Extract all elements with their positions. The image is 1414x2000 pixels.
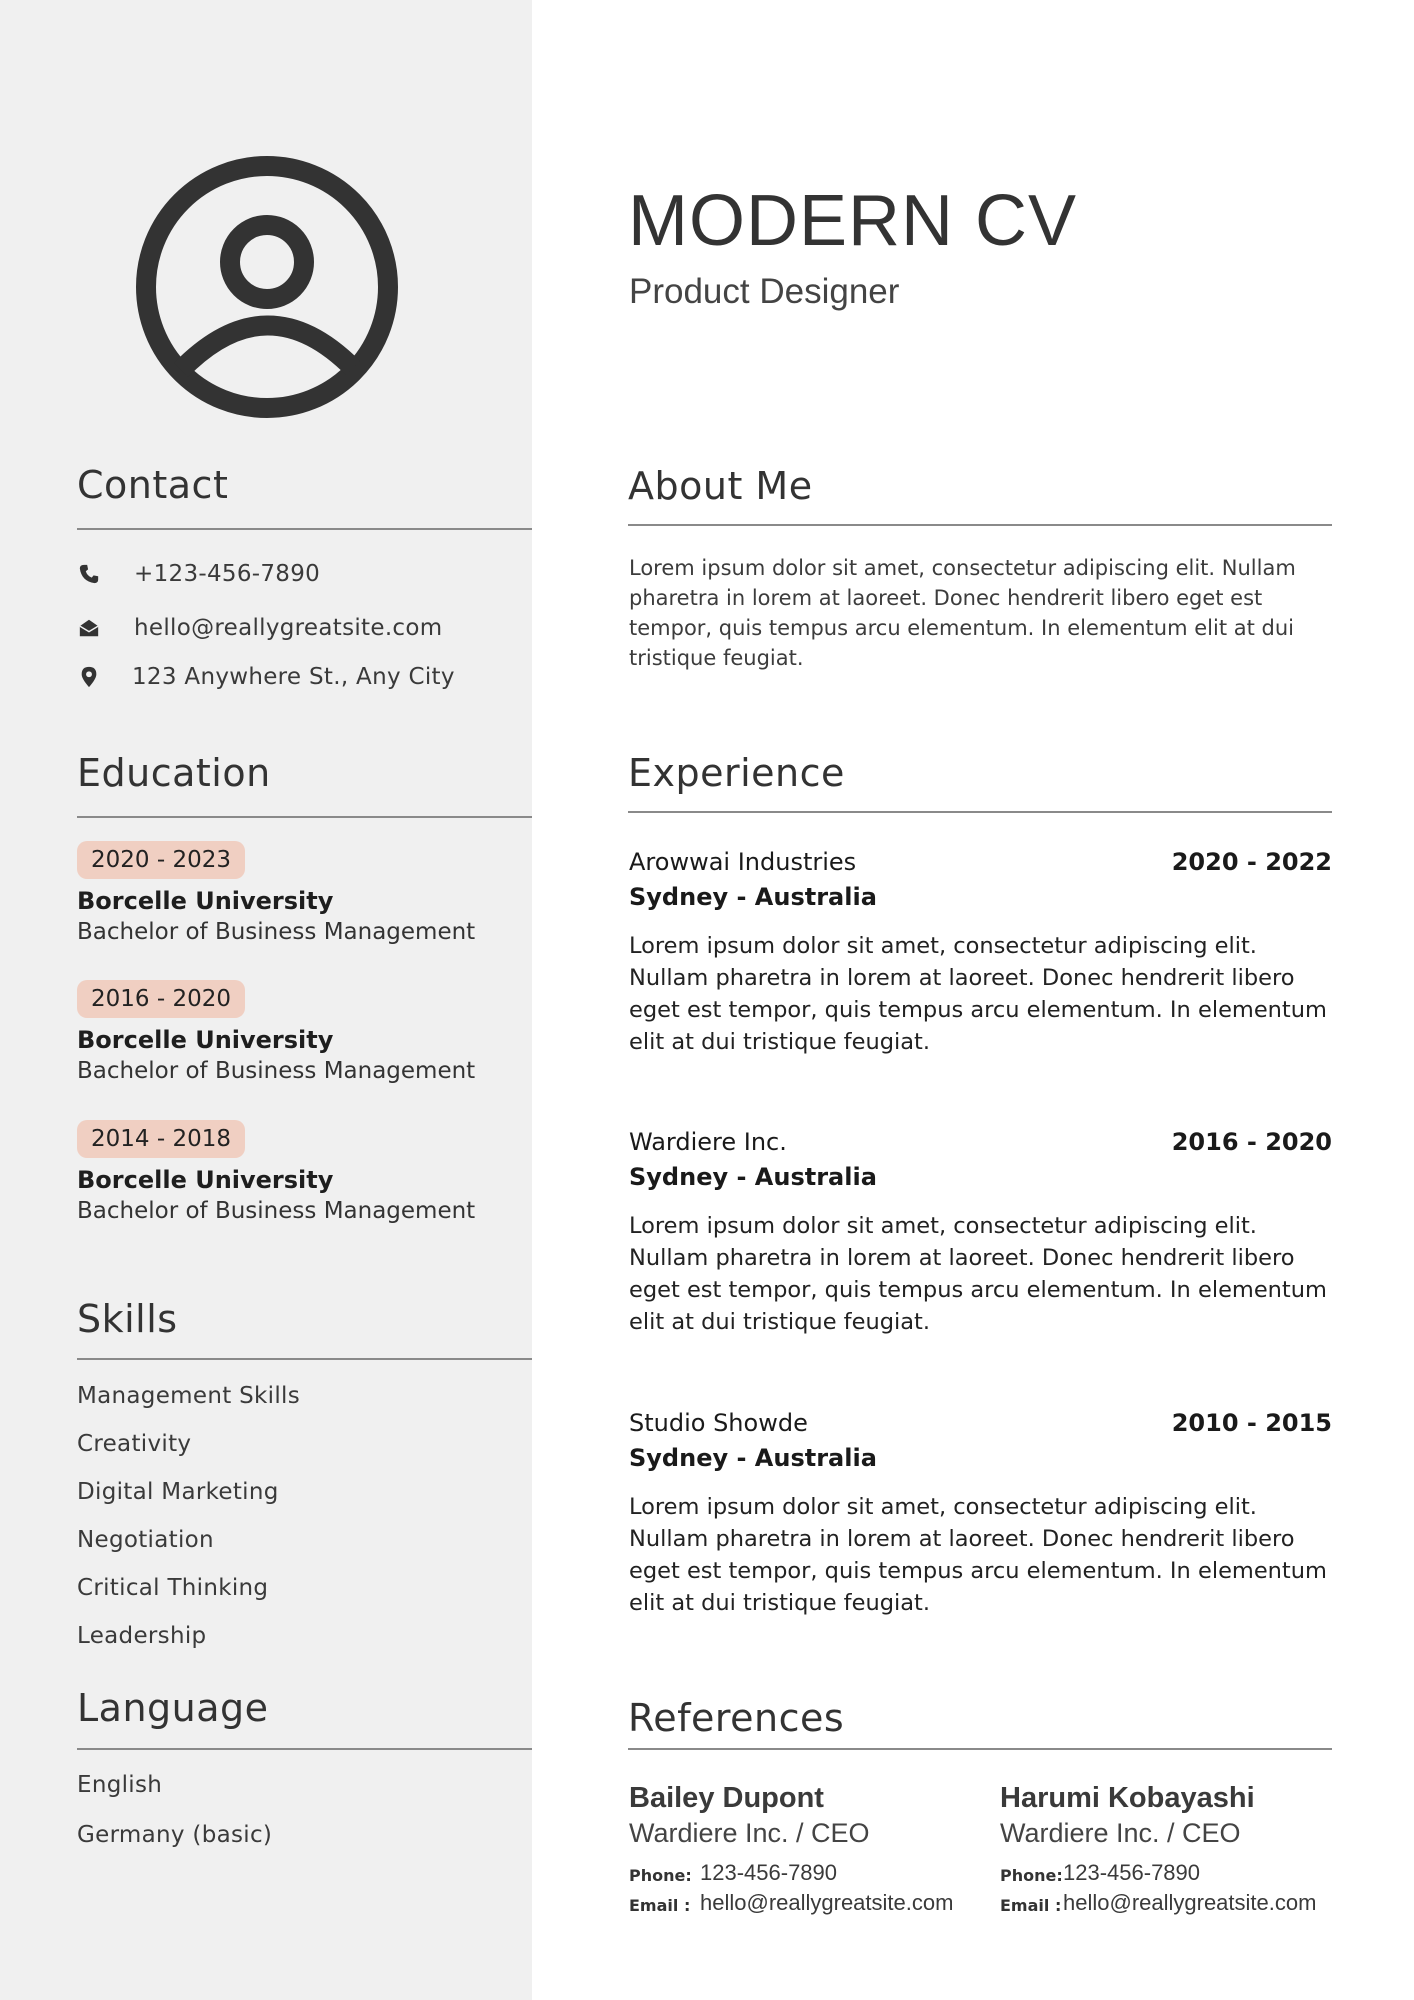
- skill-item: Creativity: [77, 1431, 192, 1457]
- education-degree: Bachelor of Business Management: [77, 1198, 476, 1224]
- education-school: Borcelle University: [77, 1166, 334, 1194]
- experience-company: Arowwai Industries: [629, 848, 857, 876]
- divider: [628, 1748, 1332, 1750]
- reference-email[interactable]: hello@reallygreatsite.com: [1063, 1890, 1317, 1915]
- reference-role: Wardiere Inc. / CEO: [629, 1818, 870, 1848]
- phone-icon: [78, 563, 100, 585]
- reference-role: Wardiere Inc. / CEO: [1000, 1818, 1241, 1848]
- language-item: Germany (basic): [77, 1822, 273, 1848]
- reference-name: Harumi Kobayashi: [1000, 1782, 1255, 1814]
- skill-item: Digital Marketing: [77, 1479, 279, 1505]
- education-years-badge: 2014 - 2018: [77, 1120, 245, 1158]
- map-pin-icon: [78, 666, 100, 688]
- education-school: Borcelle University: [77, 887, 334, 915]
- references-heading: References: [628, 1696, 845, 1740]
- divider: [77, 528, 532, 530]
- divider: [628, 524, 1332, 526]
- phone-label: Phone:: [1000, 1866, 1063, 1885]
- experience-description: Lorem ipsum dolor sit amet, consectetur adipiscing elit. Nullam pharetra in lorem at laoreet. Donec hendrerit libero eget est tempor, quis tempus arcu elementum. In elementum elit at dui tristique feugiat.: [629, 1213, 1327, 1335]
- experience-years: 2010 - 2015: [1171, 1409, 1332, 1437]
- skill-item: Management Skills: [77, 1383, 300, 1409]
- language-heading: Language: [77, 1686, 269, 1730]
- education-degree: Bachelor of Business Management: [77, 1058, 476, 1084]
- experience-years: 2016 - 2020: [1171, 1128, 1332, 1156]
- reference-name: Bailey Dupont: [629, 1782, 824, 1814]
- experience-location: Sydney - Australia: [629, 883, 877, 911]
- experience-description: Lorem ipsum dolor sit amet, consectetur adipiscing elit. Nullam pharetra in lorem at laoreet. Donec hendrerit libero eget est tempor, quis tempus arcu elementum. In elementum elit at dui tristique feugiat.: [629, 933, 1327, 1055]
- experience-location: Sydney - Australia: [629, 1163, 877, 1191]
- experience-company: Studio Showde: [629, 1409, 808, 1437]
- email-label: Email :: [629, 1896, 691, 1915]
- envelope-open-icon: [78, 617, 100, 639]
- education-degree: Bachelor of Business Management: [77, 919, 476, 945]
- education-years-badge: 2016 - 2020: [77, 980, 245, 1018]
- skill-item: Leadership: [77, 1623, 207, 1649]
- contact-heading: Contact: [77, 463, 229, 507]
- reference-phone[interactable]: 123-456-7890: [700, 1860, 838, 1885]
- contact-phone[interactable]: +123-456-7890: [134, 561, 321, 587]
- about-heading: About Me: [628, 464, 813, 508]
- cv-name: MODERN CV: [628, 181, 1078, 261]
- divider: [77, 816, 532, 818]
- experience-description: Lorem ipsum dolor sit amet, consectetur adipiscing elit. Nullam pharetra in lorem at laoreet. Donec hendrerit libero eget est tempor, quis tempus arcu elementum. In elementum elit at dui tristique feugiat.: [629, 1494, 1327, 1616]
- reference-phone[interactable]: 123-456-7890: [1063, 1860, 1201, 1885]
- education-school: Borcelle University: [77, 1026, 334, 1054]
- reference-email[interactable]: hello@reallygreatsite.com: [700, 1890, 954, 1915]
- divider: [628, 811, 1332, 813]
- experience-location: Sydney - Australia: [629, 1444, 877, 1472]
- education-heading: Education: [77, 751, 271, 795]
- email-label: Email :: [1000, 1896, 1062, 1915]
- sidebar: [0, 0, 532, 2000]
- contact-address: 123 Anywhere St., Any City: [132, 664, 455, 690]
- job-title: Product Designer: [629, 272, 900, 311]
- language-item: English: [77, 1772, 163, 1798]
- skill-item: Negotiation: [77, 1527, 214, 1553]
- about-text: Lorem ipsum dolor sit amet, consectetur adipiscing elit. Nullam pharetra in lorem at laoreet. Donec hendrerit libero eget est tempor, quis tempus arcu elementum. In elementum elit at dui tristique feugiat.: [629, 556, 1296, 670]
- education-years-badge: 2020 - 2023: [77, 841, 245, 879]
- skills-heading: Skills: [77, 1297, 178, 1341]
- user-circle-icon: [136, 156, 398, 418]
- contact-email[interactable]: hello@reallygreatsite.com: [134, 615, 443, 641]
- experience-heading: Experience: [628, 751, 845, 795]
- phone-label: Phone:: [629, 1866, 692, 1885]
- divider: [77, 1748, 532, 1750]
- divider: [77, 1358, 532, 1360]
- experience-years: 2020 - 2022: [1171, 848, 1332, 876]
- skill-item: Critical Thinking: [77, 1575, 269, 1601]
- experience-company: Wardiere Inc.: [629, 1128, 787, 1156]
